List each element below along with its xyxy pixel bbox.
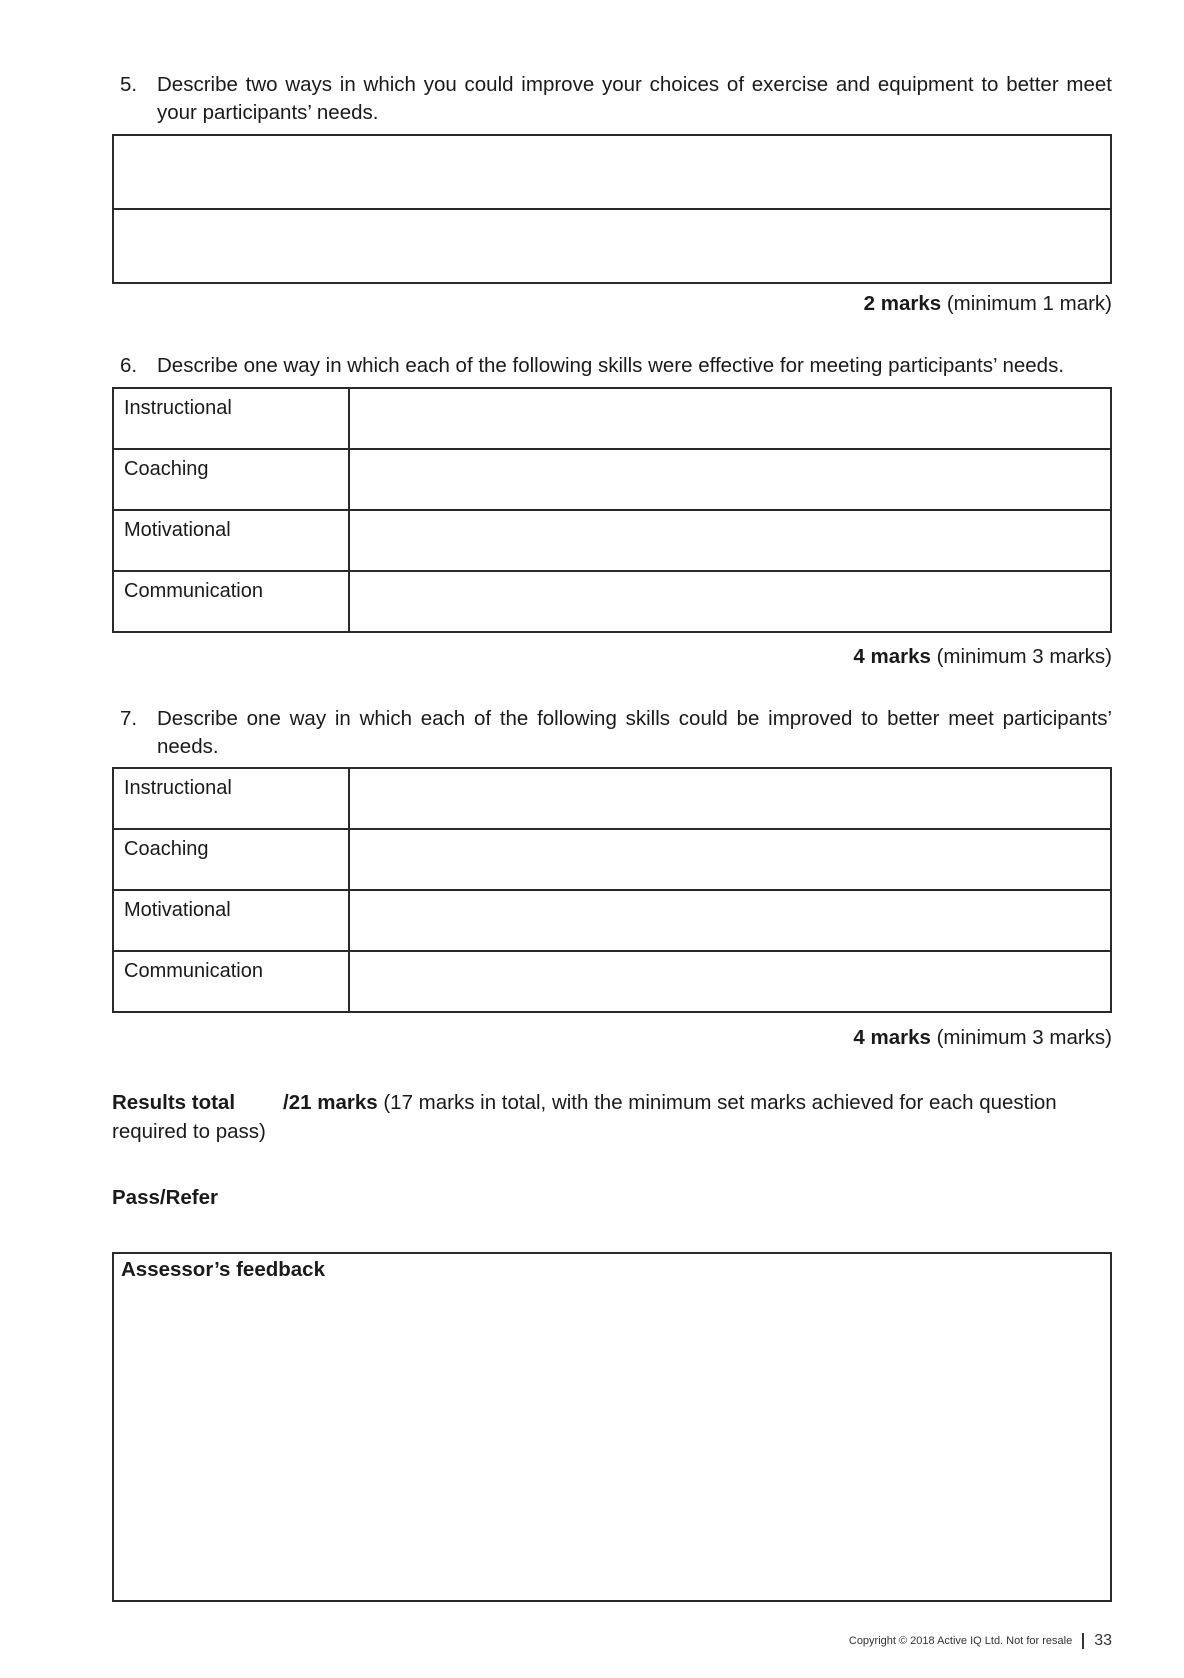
answer-box[interactable] bbox=[349, 951, 1111, 1012]
q6-marks bbox=[853, 643, 1112, 671]
skill-label: Communication bbox=[113, 571, 349, 632]
copyright-text: Copyright © 2018 Active IQ Ltd. Not for resale bbox=[848, 1635, 1073, 1647]
answer-box[interactable] bbox=[349, 510, 1111, 571]
skill-label: Communication bbox=[113, 951, 349, 1012]
q7-marks bbox=[853, 1024, 1112, 1052]
skill-label: Motivational bbox=[113, 890, 349, 951]
answer-box[interactable] bbox=[113, 135, 1111, 209]
skill-label: Coaching bbox=[113, 829, 349, 890]
question-number: 6. bbox=[120, 354, 138, 377]
answer-box[interactable] bbox=[349, 449, 1111, 510]
results-total-marks: /21 marks bbox=[283, 1091, 378, 1114]
results-note: (17 marks in total, with the minimum set marks achieved for each question required to pass) bbox=[112, 1091, 1057, 1143]
q7-skills-table bbox=[112, 767, 1112, 1013]
marks-bold: 4 marks bbox=[853, 645, 931, 668]
answer-box[interactable] bbox=[349, 829, 1111, 890]
answer-box[interactable] bbox=[113, 209, 1111, 283]
question-text: Describe one way in which each of the following skills could be improved to better meet participants’ needs. bbox=[157, 707, 1112, 758]
pass-refer: Pass/Refer bbox=[112, 1186, 218, 1209]
results-total bbox=[112, 1088, 1112, 1146]
marks-note: (minimum 3 marks) bbox=[930, 1026, 1112, 1049]
question-number: 5. bbox=[120, 73, 138, 96]
q5-marks bbox=[864, 290, 1112, 318]
answer-box[interactable] bbox=[349, 388, 1111, 449]
question-number: 7. bbox=[120, 707, 138, 730]
footer-divider bbox=[1082, 1633, 1084, 1649]
answer-box[interactable] bbox=[349, 571, 1111, 632]
assessor-feedback-box[interactable] bbox=[112, 1252, 1112, 1602]
question-text: Describe two ways in which you could improve your choices of exercise and equipment to better meet your participants’ needs. bbox=[157, 73, 1112, 124]
answer-box[interactable] bbox=[349, 890, 1111, 951]
question-5 bbox=[120, 71, 1112, 127]
marks-bold: 2 marks bbox=[863, 292, 942, 315]
skill-label: Instructional bbox=[113, 768, 349, 829]
answer-box[interactable] bbox=[349, 768, 1111, 829]
results-label: Results total bbox=[112, 1091, 236, 1114]
page-number: 33 bbox=[1094, 1632, 1112, 1649]
page-footer bbox=[849, 1632, 1112, 1650]
skill-label: Motivational bbox=[113, 510, 349, 571]
question-text: Describe one way in which each of the following skills were effective for meeting participants’ needs. bbox=[157, 354, 1065, 377]
feedback-title: Assessor’s feedback bbox=[121, 1258, 325, 1281]
question-7 bbox=[120, 705, 1112, 761]
q5-answer-table bbox=[112, 134, 1112, 284]
marks-bold: 4 marks bbox=[853, 1026, 931, 1049]
question-6 bbox=[120, 352, 1112, 380]
q6-skills-table bbox=[112, 387, 1112, 633]
skill-label: Instructional bbox=[113, 388, 349, 449]
skill-label: Coaching bbox=[113, 449, 349, 510]
marks-note: (minimum 3 marks) bbox=[930, 645, 1112, 668]
marks-note: (minimum 1 mark) bbox=[941, 292, 1112, 315]
